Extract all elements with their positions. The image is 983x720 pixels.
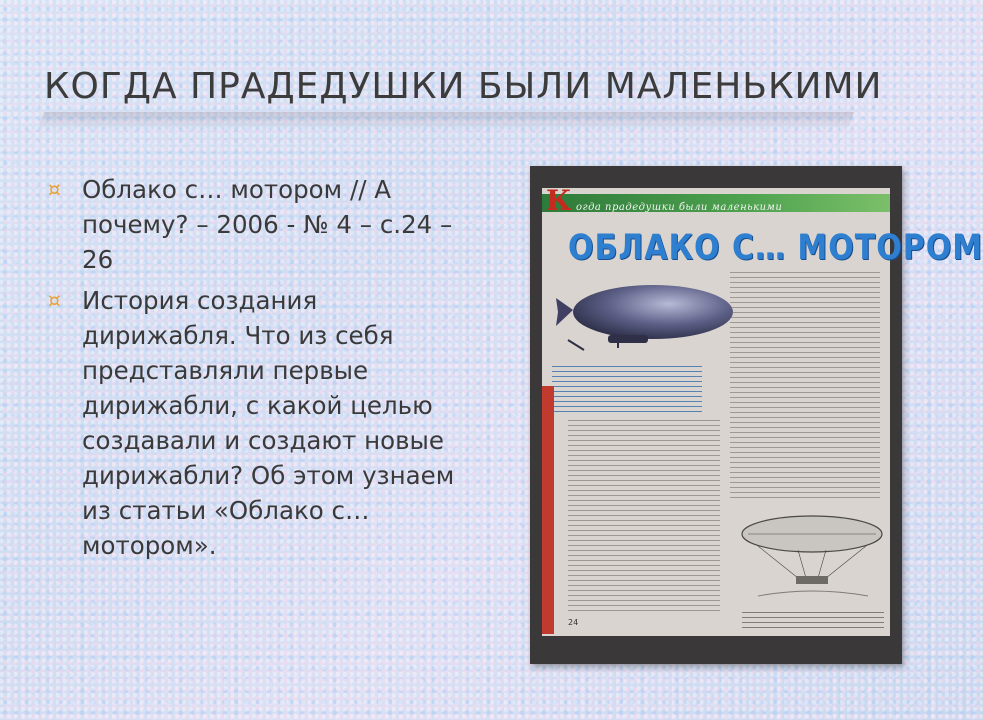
bullet-icon: ¤ bbox=[48, 177, 61, 201]
bullet-item-description bbox=[48, 283, 468, 563]
bullet-icon: ¤ bbox=[48, 288, 61, 312]
airship-illustration bbox=[548, 280, 738, 360]
magazine-title: ОБЛАКО С… МОТОРОМ bbox=[568, 228, 983, 269]
caption-text-lines bbox=[552, 366, 702, 412]
magazine-header-letter: К bbox=[546, 184, 572, 217]
article-column-right bbox=[730, 272, 880, 502]
magazine-header-text: огда прадедушки были маленькими bbox=[576, 202, 783, 213]
bullet-item-citation bbox=[48, 172, 468, 277]
slide-title: КОГДА ПРАДЕДУШКИ БЫЛИ МАЛЕНЬКИМИ bbox=[44, 66, 883, 107]
article-column-left bbox=[568, 420, 720, 612]
magazine-page bbox=[542, 184, 983, 636]
bullet-list bbox=[48, 172, 468, 569]
drawing-caption-lines bbox=[742, 612, 884, 628]
magazine-photo bbox=[530, 166, 983, 664]
airship-drawing bbox=[738, 506, 886, 606]
title-shadow bbox=[37, 112, 854, 130]
magazine-page-number: 24 bbox=[568, 618, 579, 627]
magazine-red-strip bbox=[542, 386, 554, 634]
magazine-header-bar bbox=[542, 194, 890, 212]
bullet-text: История создания дирижабля. Что из себя представляли первые дирижабли, с какой целью создавали и создают новые дирижабли? Об этом узнаем из статьи «Облако с… мотором». bbox=[82, 286, 455, 560]
bullet-text: Облако с… мотором // А почему? – 2006 - № 4 – с.24 – 26 bbox=[82, 175, 453, 274]
